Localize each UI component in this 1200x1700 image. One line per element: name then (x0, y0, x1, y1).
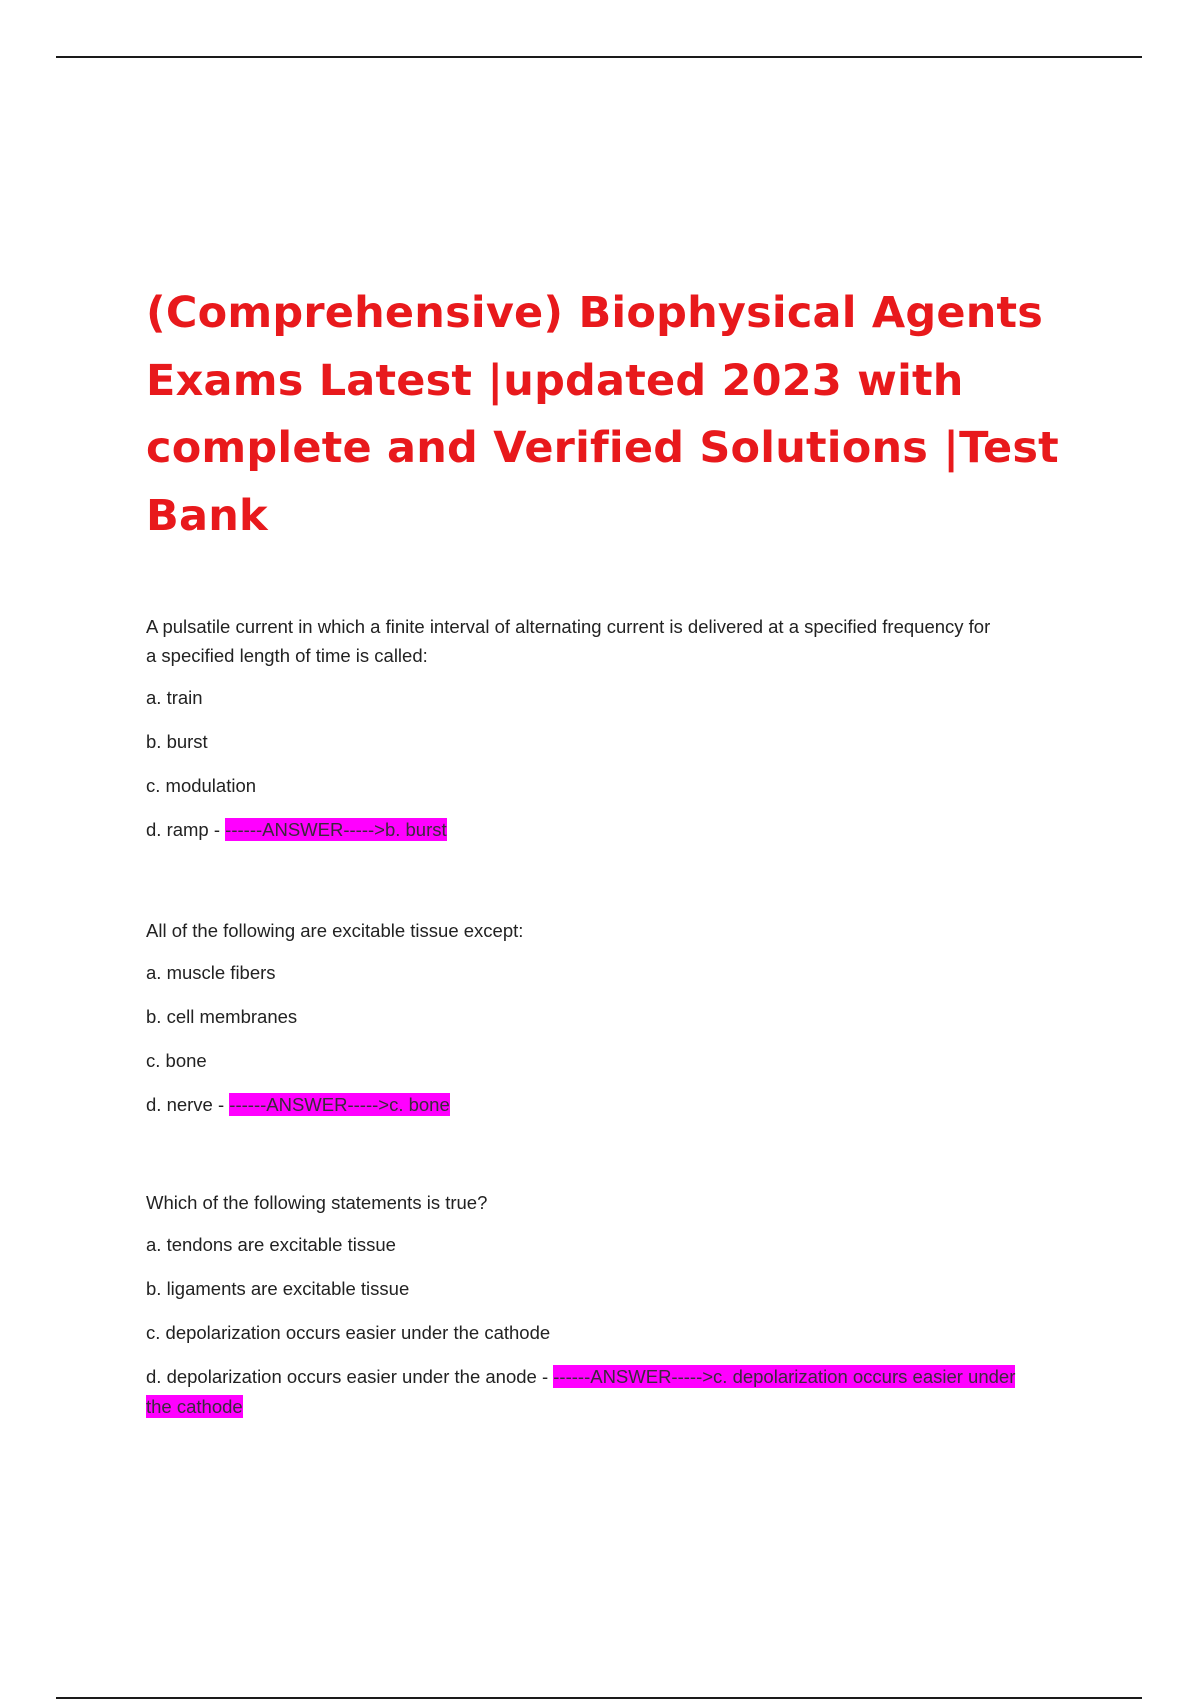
answer-highlight: ------ANSWER----->c. bone (229, 1094, 450, 1115)
question-text (146, 1188, 1096, 1217)
option-b: b. ligaments are excitable tissue (146, 1278, 410, 1299)
bottom-rule (56, 1697, 1142, 1699)
option-c: c. bone (146, 1050, 207, 1071)
question-1 (146, 612, 1096, 859)
question-text (146, 612, 1096, 670)
question-3 (146, 1188, 1096, 1422)
option-a: a. tendons are excitable tissue (146, 1234, 396, 1255)
title-line: (Comprehensive) Biophysical Agents (146, 288, 1044, 338)
option-d (146, 1362, 1096, 1422)
answer-highlight: ------ANSWER----->b. burst (225, 819, 447, 840)
option-a: a. muscle fibers (146, 962, 276, 983)
title-line: complete and Verified Solutions |Test (146, 423, 1059, 473)
top-rule (56, 56, 1142, 58)
answer-highlight-continued: the cathode (146, 1396, 243, 1417)
option-d (146, 1090, 1096, 1119)
question-text-line: All of the following are excitable tissue except: (146, 920, 524, 941)
title-line: Exams Latest |updated 2023 with (146, 355, 964, 406)
document-title (146, 280, 1086, 550)
option-b: b. cell membranes (146, 1006, 298, 1027)
question-2 (146, 916, 1096, 1134)
option-c: c. depolarization occurs easier under the cathode (146, 1322, 551, 1343)
question-text-line: Which of the following statements is true? (146, 1192, 488, 1213)
question-text (146, 916, 1096, 945)
title-line: Bank (146, 490, 268, 541)
question-text-line: a specified length of time is called: (146, 645, 428, 666)
answer-highlight: ------ANSWER----->c. depolarization occurs easier under (553, 1366, 1016, 1387)
option-d (146, 815, 1096, 844)
question-text-line: A pulsatile current in which a finite interval of alternating current is delivered at a specified frequency for (146, 616, 991, 637)
option-d-text: d. depolarization occurs easier under the anode - (146, 1366, 554, 1387)
option-c: c. modulation (146, 775, 257, 796)
option-a: a. train (146, 687, 203, 708)
option-d-text: d. nerve - (146, 1094, 230, 1115)
option-b: b. burst (146, 731, 208, 752)
option-d-text: d. ramp - (146, 819, 226, 840)
